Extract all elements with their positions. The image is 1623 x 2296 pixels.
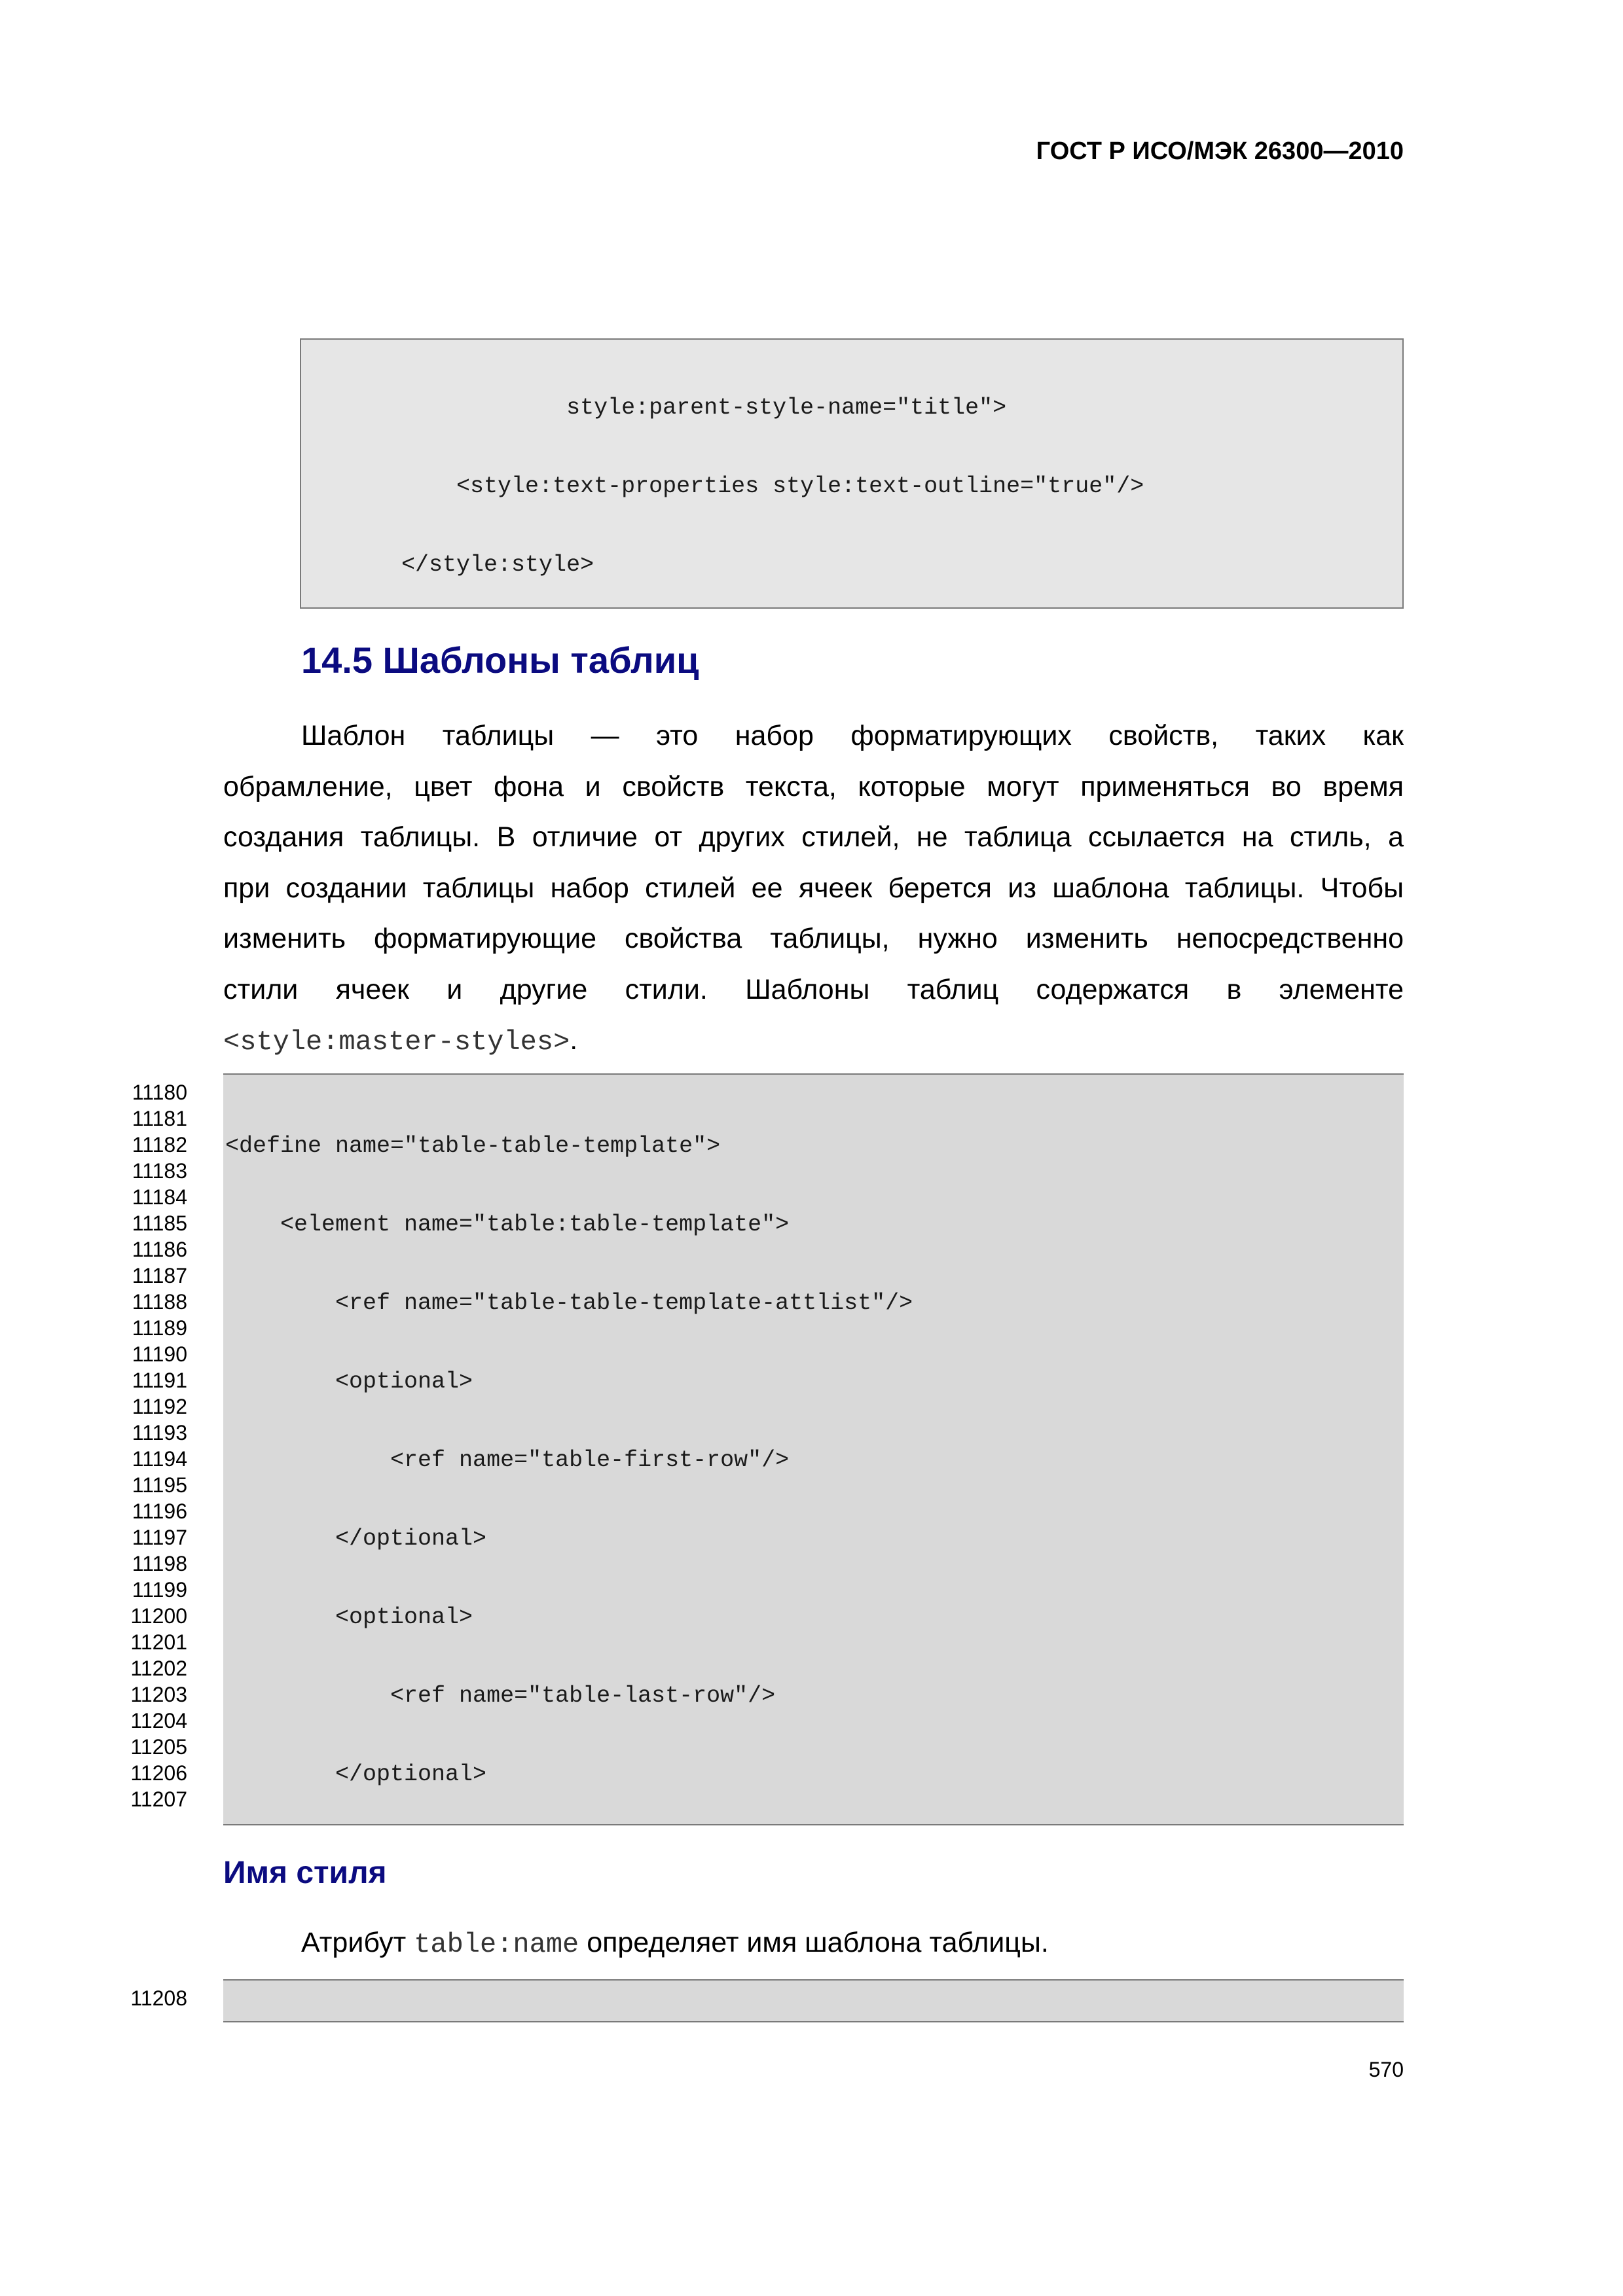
line-number: 11194 (132, 1447, 187, 1471)
section-heading: 14.5 Шаблоны таблиц (301, 639, 699, 681)
code-line: <define name="table-table-template"> (225, 1133, 721, 1159)
paragraph-line: Шаблон таблицы — это набор форматирующих свойств, таких как (301, 720, 1404, 751)
line-number: 11203 (130, 1683, 187, 1706)
section-paragraph (223, 711, 1404, 1066)
line-numbers-main (122, 1079, 187, 1812)
line-number: 11197 (132, 1526, 187, 1549)
line-number: 11182 (132, 1133, 187, 1157)
line-number: 11205 (130, 1735, 187, 1759)
line-numbers-last (122, 1985, 187, 2011)
paragraph-end: . (570, 1024, 578, 1056)
line-number: 11206 (130, 1761, 187, 1785)
code-line: <style:text-properties style:text-outline="true"/> (305, 473, 1144, 499)
line-number: 11188 (132, 1290, 187, 1314)
line-number: 11200 (130, 1604, 187, 1628)
line-number: 11193 (132, 1421, 187, 1444)
line-number: 11201 (130, 1630, 187, 1654)
code-line: style:parent-style-name="title"> (305, 395, 1007, 421)
line-number: 11195 (132, 1473, 187, 1497)
paragraph-line (223, 1015, 1404, 1066)
code-line: <optional> (225, 1604, 473, 1630)
paragraph-line: стили ячеек и другие стили. Шаблоны таблиц содержатся в элементе (223, 973, 1404, 1005)
code-line: <ref name="table-last-row"/> (225, 1683, 776, 1709)
line-number: 11207 (130, 1787, 187, 1811)
code-line: <element name="table:table-template"> (225, 1211, 790, 1238)
code-line: </optional> (225, 1526, 487, 1552)
line-number: 11208 (130, 1986, 187, 2010)
line-number: 11196 (132, 1499, 187, 1523)
line-number: 11181 (132, 1107, 187, 1130)
style-name-heading: Имя стиля (223, 1856, 387, 1890)
paragraph-text: определяет имя шаблона таблицы. (579, 1927, 1049, 1958)
style-name-paragraph (301, 1922, 1049, 1965)
line-number: 11187 (132, 1264, 187, 1287)
line-number: 11180 (132, 1081, 187, 1104)
paragraph-line: изменить форматирующие свойства таблицы, нужно изменить непосредственно (223, 923, 1404, 954)
code-line: <ref name="table-table-template-attlist"/> (225, 1290, 913, 1316)
line-number: 11192 (132, 1395, 187, 1418)
inline-code: <style:master-styles> (223, 1026, 570, 1058)
paragraph-line: обрамление, цвет фона и свойств текста, которые могут применяться во время (223, 770, 1404, 802)
page-number: 570 (1368, 2058, 1404, 2081)
code-line: <ref name="table-first-row"/> (225, 1447, 790, 1473)
line-number: 11189 (132, 1316, 187, 1340)
line-number: 11191 (132, 1369, 187, 1392)
paragraph-line: при создании таблицы набор стилей ее ячеек берется из шаблона таблицы. Чтобы (223, 872, 1404, 904)
inline-code: table:name (414, 1929, 579, 1960)
document-header-title: ГОСТ Р ИСО/МЭК 26300—2010 (1036, 137, 1404, 165)
line-number: 11199 (132, 1578, 187, 1602)
line-number: 11185 (132, 1211, 187, 1235)
line-number: 11190 (132, 1342, 187, 1366)
code-line: <optional> (225, 1369, 473, 1395)
code-block-last (223, 1979, 1404, 2022)
code-block-main (223, 1073, 1404, 1825)
code-block-top (300, 338, 1404, 609)
code-line: </style:style> (305, 552, 594, 578)
line-number: 11202 (130, 1657, 187, 1680)
line-number: 11186 (132, 1238, 187, 1261)
paragraph-text: Атрибут (301, 1927, 414, 1958)
line-number: 11184 (132, 1185, 187, 1209)
line-number: 11204 (130, 1709, 187, 1732)
code-line: </optional> (225, 1761, 487, 1787)
line-number: 11198 (132, 1552, 187, 1575)
line-number: 11183 (132, 1159, 187, 1183)
paragraph-line: создания таблицы. В отличие от других стилей, не таблица ссылается на стиль, а (223, 821, 1404, 853)
